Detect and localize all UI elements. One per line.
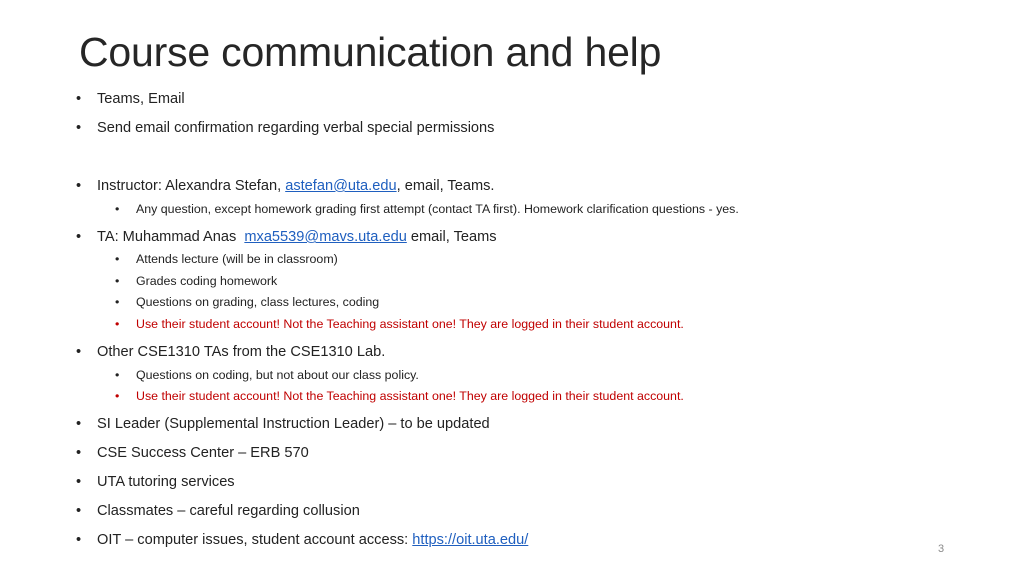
bullet-dot: • — [115, 252, 120, 266]
bullet-text: SI Leader (Supplemental Instruction Leader) – to be updated — [97, 416, 490, 432]
bullet-dot: • — [115, 317, 120, 331]
bullet-text: Attends lecture (will be in classroom) — [136, 252, 338, 266]
bullet-dot: • — [76, 91, 82, 107]
bullet-si-leader — [76, 414, 490, 434]
bullet-dot: • — [115, 368, 120, 382]
ta-email-link[interactable]: mxa5539@mavs.uta.edu — [244, 229, 407, 245]
page-number: 3 — [938, 543, 945, 555]
bullet-dot: • — [76, 503, 82, 519]
bullet-text: UTA tutoring services — [97, 474, 235, 490]
bullet-dot: • — [76, 474, 82, 490]
bullet-instructor — [76, 176, 494, 196]
bullet-dot: • — [76, 445, 82, 461]
sub-bullet-other-2-warning — [115, 387, 684, 405]
bullet-text: Questions on coding, but not about our class policy. — [136, 368, 419, 382]
sub-bullet-instructor-1 — [115, 200, 739, 218]
bullet-dot: • — [76, 416, 82, 432]
bullet-text: Send email confirmation regarding verbal special permissions — [97, 120, 495, 136]
bullet-dot: • — [115, 389, 120, 403]
bullet-dot: • — [76, 344, 82, 360]
bullet-text: Questions on grading, class lectures, coding — [136, 295, 380, 309]
bullet-success-center — [76, 443, 309, 463]
bullet-text: email, Teams — [406, 229, 497, 245]
bullet-dot: • — [115, 274, 120, 288]
bullet-text: Classmates – careful regarding collusion — [97, 503, 360, 519]
bullet-classmates — [76, 501, 360, 521]
bullet-text: Use their student account! Not the Teaching assistant one! They are logged in their student account. — [136, 317, 684, 331]
sub-bullet-ta-4-warning — [115, 315, 684, 333]
bullet-text: CSE Success Center – ERB 570 — [97, 445, 309, 461]
bullet-text: Teams, Email — [97, 91, 185, 107]
bullet-ta — [76, 227, 497, 247]
bullet-dot: • — [76, 532, 82, 548]
bullet-dot: • — [76, 229, 82, 245]
bullet-send-confirmation — [76, 118, 494, 138]
bullet-text: Instructor: Alexandra Stefan, — [97, 178, 286, 194]
bullet-oit — [76, 530, 528, 550]
bullet-dot: • — [76, 120, 82, 136]
bullet-teams-email — [76, 89, 185, 109]
bullet-other-tas — [76, 342, 385, 362]
slide-title: Course communication and help — [79, 29, 662, 75]
bullet-text: Grades coding homework — [136, 274, 278, 288]
sub-bullet-ta-2 — [115, 272, 277, 290]
sub-bullet-other-1 — [115, 366, 419, 384]
oit-link[interactable]: https://oit.uta.edu/ — [412, 532, 529, 548]
instructor-email-link[interactable]: astefan@uta.edu — [285, 178, 397, 194]
bullet-dot: • — [115, 295, 120, 309]
bullet-dot: • — [76, 178, 82, 194]
bullet-tutoring — [76, 472, 235, 492]
sub-bullet-ta-1 — [115, 250, 338, 268]
bullet-dot: • — [115, 202, 120, 216]
sub-bullet-ta-3 — [115, 293, 379, 311]
bullet-text: OIT – computer issues, student account access: — [97, 532, 413, 548]
bullet-text: TA: Muhammad Anas — [97, 229, 245, 245]
bullet-text: Use their student account! Not the Teaching assistant one! They are logged in their student account. — [136, 389, 684, 403]
bullet-text: Other CSE1310 TAs from the CSE1310 Lab. — [97, 344, 386, 360]
bullet-text: , email, Teams. — [396, 178, 495, 194]
bullet-text: Any question, except homework grading first attempt (contact TA first). Homework clarification questions - yes. — [136, 202, 739, 216]
